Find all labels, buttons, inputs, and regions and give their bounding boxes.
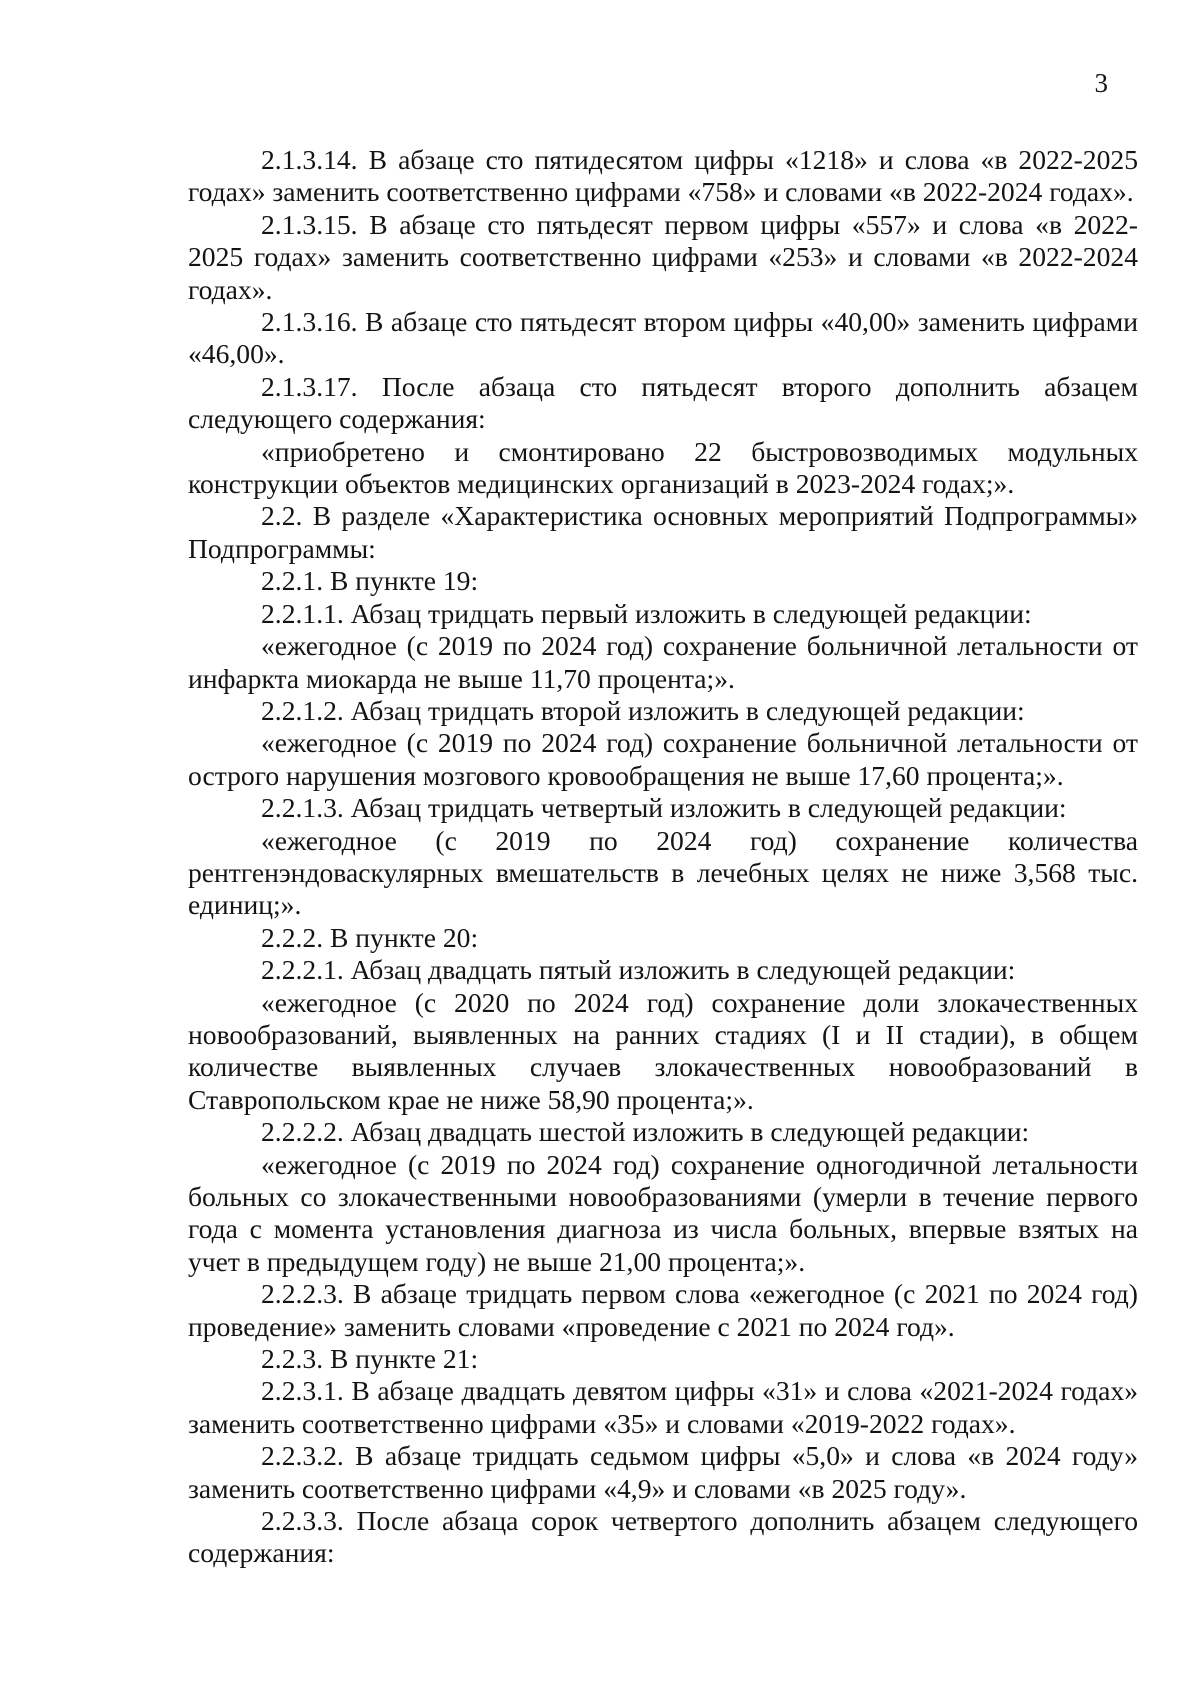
paragraph-2-2-2: 2.2.2. В пункте 20: [261, 921, 479, 953]
paragraph-2-2-3-3: 2.2.3.3. После абзаца сорок четвертого дополнить абзацем следующего содержания: [188, 1505, 1138, 1569]
paragraph-2-2-2-2: 2.2.2.2. Абзац двадцать шестой изложить в следующей редакции: [261, 1116, 1030, 1148]
paragraph-2-2-1: 2.2.1. В пункте 19: [261, 565, 479, 597]
quoted-paragraph: «ежегодное (с 2020 по 2024 год) сохранение доли злокачественных новообразований, выявленных на ранних стадиях (I и II стадии), в общем количестве выявленных случаев злокачественных новообразований в Ставропольском крае не ниже 58,90 процента;». [188, 986, 1138, 1115]
quoted-paragraph: «ежегодное (с 2019 по 2024 год) сохранение больничной летальности от инфаркта миокарда не выше 11,70 процента;». [188, 630, 1138, 694]
document-body [188, 144, 1138, 1570]
paragraph-2-2-1-1: 2.2.1.1. Абзац тридцать первый изложить в следующей редакции: [261, 597, 1032, 629]
paragraph-2-2-1-3: 2.2.1.3. Абзац тридцать четвертый изложить в следующей редакции: [261, 792, 1067, 824]
paragraph-2-2-2-1: 2.2.2.1. Абзац двадцать пятый изложить в следующей редакции: [261, 954, 1016, 986]
paragraph-2-1-3-15: 2.1.3.15. В абзаце сто пятьдесят первом цифры «557» и слова «в 2022-2025 годах» заменить соответственно цифрами «253» и словами «в 2022-2024 годах». [188, 208, 1138, 305]
quoted-paragraph: «ежегодное (с 2019 по 2024 год) сохранение одногодичной летальности больных со злокачественными новообразованиями (умерли в течение первого года с момента установления диагноза из числа больных, впервые взятых на учет в предыдущем году) не выше 21,00 процента;». [188, 1148, 1138, 1277]
paragraph-2-1-3-17: 2.1.3.17. После абзаца сто пятьдесят второго дополнить абзацем следующего содержания: [188, 370, 1138, 435]
paragraph-2-2-3: 2.2.3. В пункте 21: [261, 1343, 479, 1375]
paragraph-2-2: 2.2. В разделе «Характеристика основных мероприятий Подпрограммы» Подпрограммы: [188, 500, 1138, 564]
paragraph-2-1-3-16: 2.1.3.16. В абзаце сто пятьдесят втором цифры «40,00» заменить цифрами «46,00». [188, 306, 1138, 370]
paragraph-2-1-3-14: 2.1.3.14. В абзаце сто пятидесятом цифры «1218» и слова «в 2022-2025 годах» заменить соответственно цифрами «758» и словами «в 2022-2024 годах». [188, 144, 1138, 208]
paragraph-2-2-1-2: 2.2.1.2. Абзац тридцать второй изложить в следующей редакции: [261, 694, 1025, 726]
paragraph-2-2-3-1: 2.2.3.1. В абзаце двадцать девятом цифры «31» и слова «2021-2024 годах» заменить соответственно цифрами «35» и словами «2019-2022 годах». [188, 1375, 1138, 1439]
quoted-paragraph: «ежегодное (с 2019 по 2024 год) сохранение больничной летальности от острого нарушения мозгового кровообращения не выше 17,60 процента;». [188, 727, 1138, 791]
quoted-paragraph: «приобретено и смонтировано 22 быстровозводимых модульных конструкции объектов медицинских организаций в 2023-2024 годах;». [188, 435, 1138, 500]
quoted-paragraph: «ежегодное (с 2019 по 2024 год) сохранение количества рентгенэндоваскулярных вмешательств в лечебных целях не ниже 3,568 тыс. единиц;». [188, 824, 1138, 921]
page-number: 3 [1094, 68, 1108, 98]
paragraph-2-2-2-3: 2.2.2.3. В абзаце тридцать первом слова «ежегодное (с 2021 по 2024 год) проведение» заменить словами «проведение с 2021 по 2024 год». [188, 1278, 1138, 1342]
paragraph-2-2-3-2: 2.2.3.2. В абзаце тридцать седьмом цифры «5,0» и слова «в 2024 году» заменить соответственно цифрами «4,9» и словами «в 2025 году». [188, 1440, 1138, 1504]
